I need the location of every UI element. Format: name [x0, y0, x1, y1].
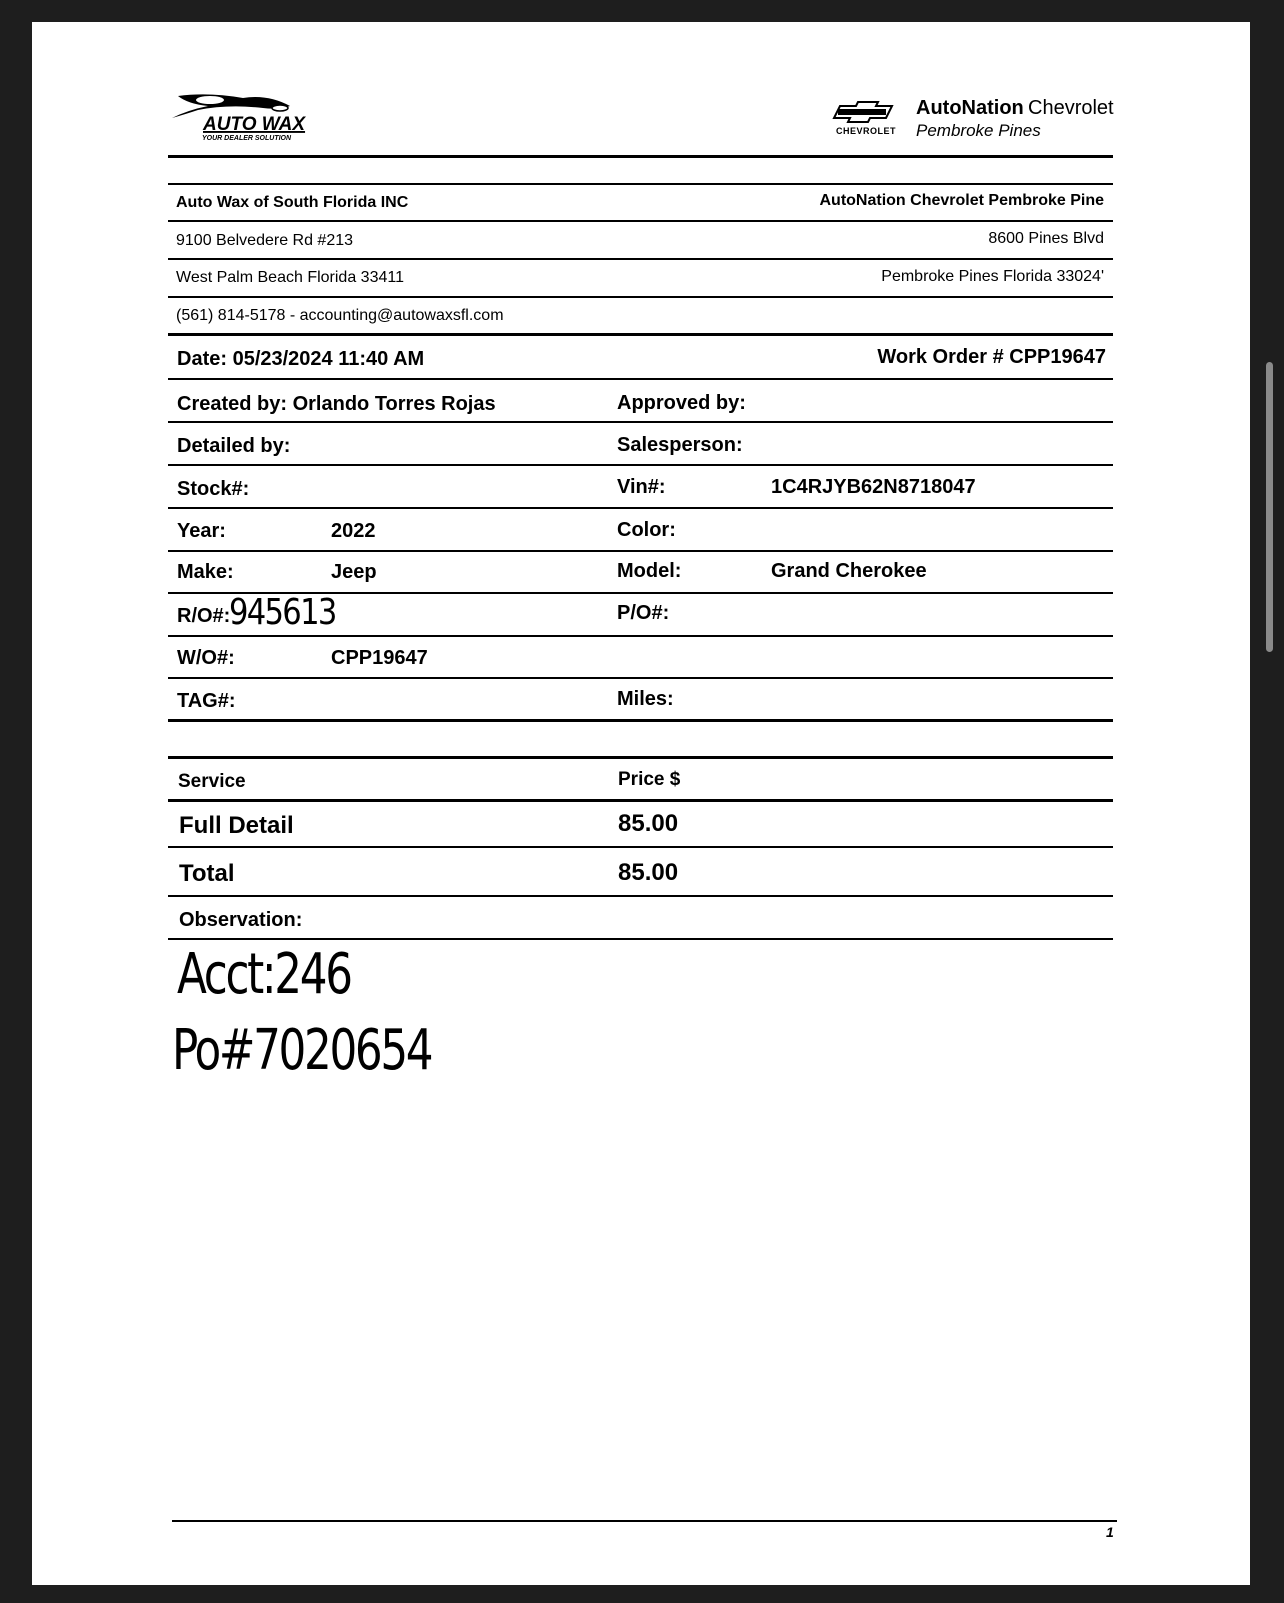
- auto-wax-tagline: YOUR DEALER SOLUTION: [202, 135, 292, 142]
- rule: [168, 220, 1113, 222]
- detailed-by-label: Detailed by:: [177, 435, 291, 457]
- make-label: Make:: [177, 561, 234, 583]
- service-column-header: Service: [178, 771, 246, 792]
- rule: [168, 895, 1113, 897]
- price-column-header: Price $: [618, 769, 681, 790]
- auto-wax-logo-text: AUTO WAX: [203, 114, 306, 135]
- ro-label: R/O#:: [177, 605, 231, 627]
- rule: [168, 258, 1113, 260]
- rule: [168, 799, 1113, 802]
- wo-value: CPP19647: [331, 647, 428, 669]
- document-page: [32, 22, 1250, 1585]
- observation-handwritten-po: Po#7020654: [172, 1018, 432, 1083]
- autonation-chevrolet-logo: [830, 94, 1120, 142]
- observation-handwritten-account: Acct:246: [177, 942, 351, 1007]
- year-value: 2022: [331, 520, 376, 542]
- service-item-price: 85.00: [618, 810, 679, 837]
- customer-name: AutoNation Chevrolet Pembroke Pine: [819, 192, 1104, 209]
- salesperson-label: Salesperson:: [617, 434, 743, 456]
- order-date: Date: 05/23/2024 11:40 AM: [177, 348, 425, 370]
- vin-label: Vin#:: [617, 476, 666, 498]
- miles-label: Miles:: [617, 688, 674, 710]
- vin-value: 1C4RJYB62N8718047: [771, 476, 976, 498]
- customer-address: 8600 Pines Blvd: [988, 230, 1104, 247]
- svg-text:CHEVROLET: CHEVROLET: [836, 126, 897, 136]
- rule: [168, 938, 1113, 940]
- vendor-address: 9100 Belvedere Rd #213: [176, 232, 354, 249]
- vendor-name: Auto Wax of South Florida INC: [176, 194, 409, 211]
- service-item-name: Full Detail: [179, 812, 294, 839]
- vendor-contact: (561) 814-5178 - accounting@autowaxsfl.com: [176, 307, 504, 324]
- total-label: Total: [179, 860, 235, 887]
- page-number: 1: [1106, 1524, 1114, 1540]
- rule: [168, 183, 1113, 185]
- rule: [168, 635, 1113, 637]
- svg-text:Pembroke Pines: Pembroke Pines: [916, 121, 1041, 140]
- svg-text:AutoNation: AutoNation: [916, 97, 1024, 119]
- tag-label: TAG#:: [177, 690, 236, 712]
- make-value: Jeep: [331, 561, 377, 583]
- svg-text:Chevrolet: Chevrolet: [1028, 97, 1114, 119]
- rule: [168, 464, 1113, 466]
- rule: [168, 507, 1113, 509]
- color-label: Color:: [617, 519, 676, 541]
- observation-label: Observation:: [179, 909, 303, 931]
- ro-handwritten-value: 945613: [229, 592, 336, 633]
- rule: [168, 719, 1113, 722]
- rule: [168, 333, 1113, 336]
- stock-label: Stock#:: [177, 478, 250, 500]
- vendor-city: West Palm Beach Florida 33411: [176, 269, 404, 286]
- rule: [168, 296, 1113, 298]
- model-label: Model:: [617, 560, 682, 582]
- created-by: Created by: Orlando Torres Rojas: [177, 393, 496, 415]
- wo-label: W/O#:: [177, 647, 235, 669]
- header-rule: [168, 155, 1113, 158]
- customer-city: Pembroke Pines Florida 33024': [881, 268, 1104, 285]
- rule: [168, 846, 1113, 848]
- model-value: Grand Cherokee: [771, 560, 927, 582]
- work-order-number: Work Order # CPP19647: [877, 346, 1106, 368]
- rule: [168, 756, 1113, 759]
- auto-wax-logo: [168, 88, 308, 148]
- vertical-scrollbar[interactable]: [1266, 362, 1273, 652]
- po-label: P/O#:: [617, 602, 670, 624]
- total-value: 85.00: [618, 859, 679, 886]
- rule: [168, 378, 1113, 380]
- rule: [168, 421, 1113, 423]
- rule: [168, 677, 1113, 679]
- approved-by-label: Approved by:: [617, 392, 746, 414]
- rule: [168, 550, 1113, 552]
- footer-rule: [172, 1520, 1117, 1522]
- year-label: Year:: [177, 520, 226, 542]
